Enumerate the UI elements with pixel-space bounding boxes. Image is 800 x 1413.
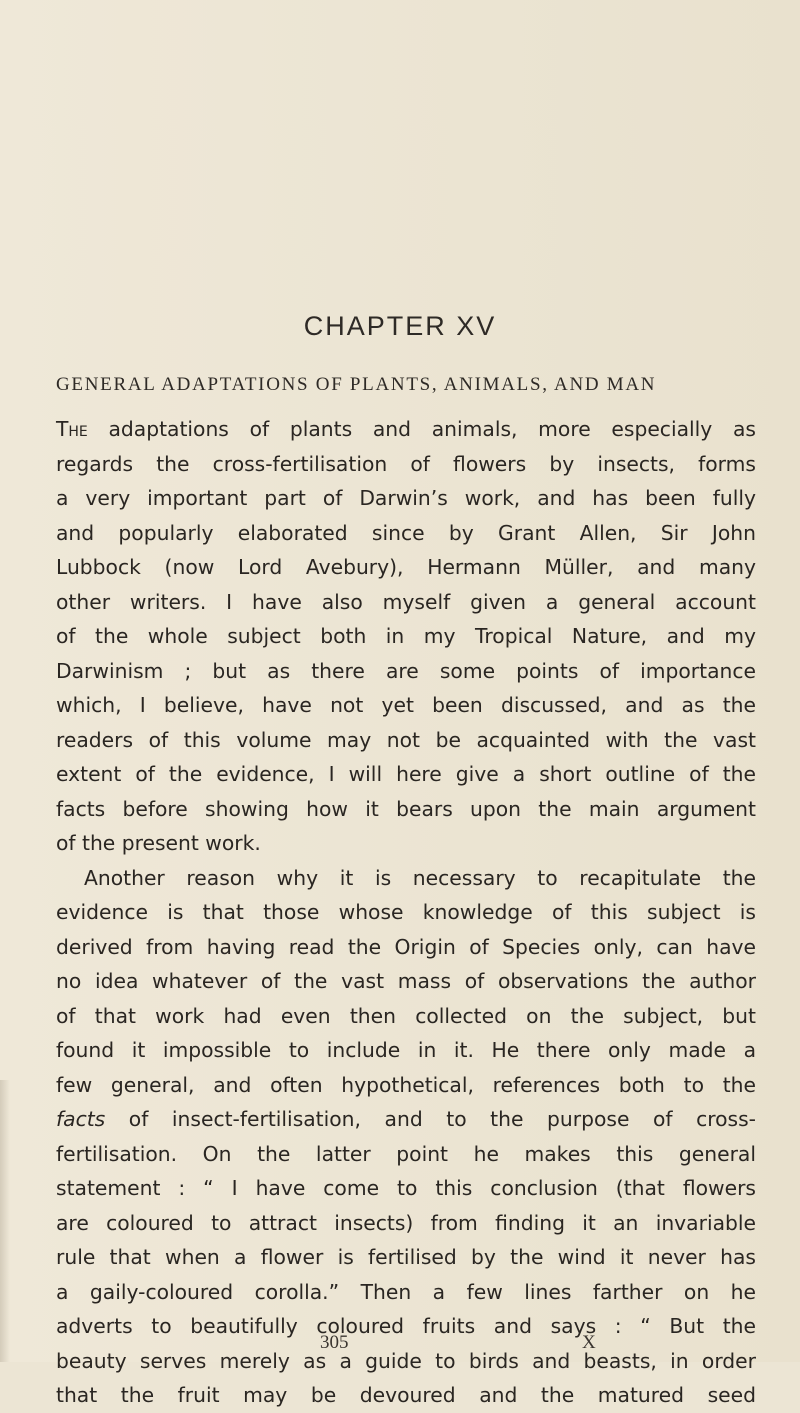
text-line: few general, and often hypothetical, references both to the (56, 1072, 756, 1097)
text-line: facts of insect-fertilisation, and to the purpose of cross- (56, 1107, 756, 1131)
text-line: Another reason why it is necessary to recapitulate the (84, 865, 756, 890)
text-line: are coloured to attract insects) from finding it an invariable (56, 1210, 756, 1235)
text-line: evidence is that those whose knowledge of this subject is (56, 900, 756, 924)
first-word: The (56, 417, 88, 441)
chapter-title: CHAPTER XV (303, 311, 497, 341)
text-line: derived from having read the Origin of Species only, can have (56, 934, 756, 959)
text-line: fertilisation. On the latter point he makes this general (56, 1141, 756, 1166)
text-line: of the whole subject both in my Tropical Nature, and my (56, 624, 756, 648)
chapter-subtitle: GENERAL ADAPTATIONS OF PLANTS, ANIMALS, AND MAN (56, 374, 657, 395)
text-line: a very important part of Darwin’s work, and has been fully (56, 486, 756, 510)
text-line: statement : “ I have come to this conclusion (that flowers (56, 1176, 756, 1200)
text-line: facts before showing how it bears upon the main argument (56, 796, 756, 821)
text-line: Lubbock (now Lord Avebury), Hermann Müller, and many (56, 555, 756, 579)
text-line: beauty serves merely as a guide to birds and beasts, in order (56, 1348, 756, 1373)
paragraph-1 (56, 412, 756, 861)
signature-mark: X (582, 1332, 596, 1353)
italic-word: facts (56, 1107, 106, 1131)
text-line: extent of the evidence, I will here give a short outline of the (56, 762, 756, 786)
text-line: readers of this volume may not be acquainted with the vast (56, 727, 756, 752)
paragraph-2 (56, 861, 756, 1413)
text-line: no idea whatever of the vast mass of observations the author (56, 969, 756, 993)
text-line: that the fruit may be devoured and the matured seed (56, 1383, 756, 1407)
text-line: and popularly elaborated since by Grant Allen, Sir John (56, 520, 756, 545)
text-line: found it impossible to include in it. He there only made a (56, 1038, 756, 1062)
text-line: a gaily-coloured corolla.” Then a few lines farther on he (56, 1279, 756, 1304)
page-fold-shadow (0, 1080, 10, 1362)
page-number: 305 (320, 1332, 349, 1353)
text-line: The adaptations of plants and animals, more especially as (56, 417, 756, 441)
text-line: regards the cross-fertilisation of flowers by insects, forms (56, 451, 756, 476)
text-line: rule that when a flower is fertilised by the wind it never has (56, 1245, 756, 1269)
text-line: of the present work. (56, 831, 261, 855)
text-line: which, I believe, have not yet been discussed, and as the (56, 693, 756, 717)
text-line: of that work had even then collected on the subject, but (56, 1003, 756, 1028)
text-line: other writers. I have also myself given a general account (56, 589, 756, 614)
text-line: adverts to beautifully coloured fruits and says : “ But the (56, 1314, 756, 1338)
text-line: Darwinism ; but as there are some points of importance (56, 658, 756, 683)
body-text (56, 412, 756, 1413)
